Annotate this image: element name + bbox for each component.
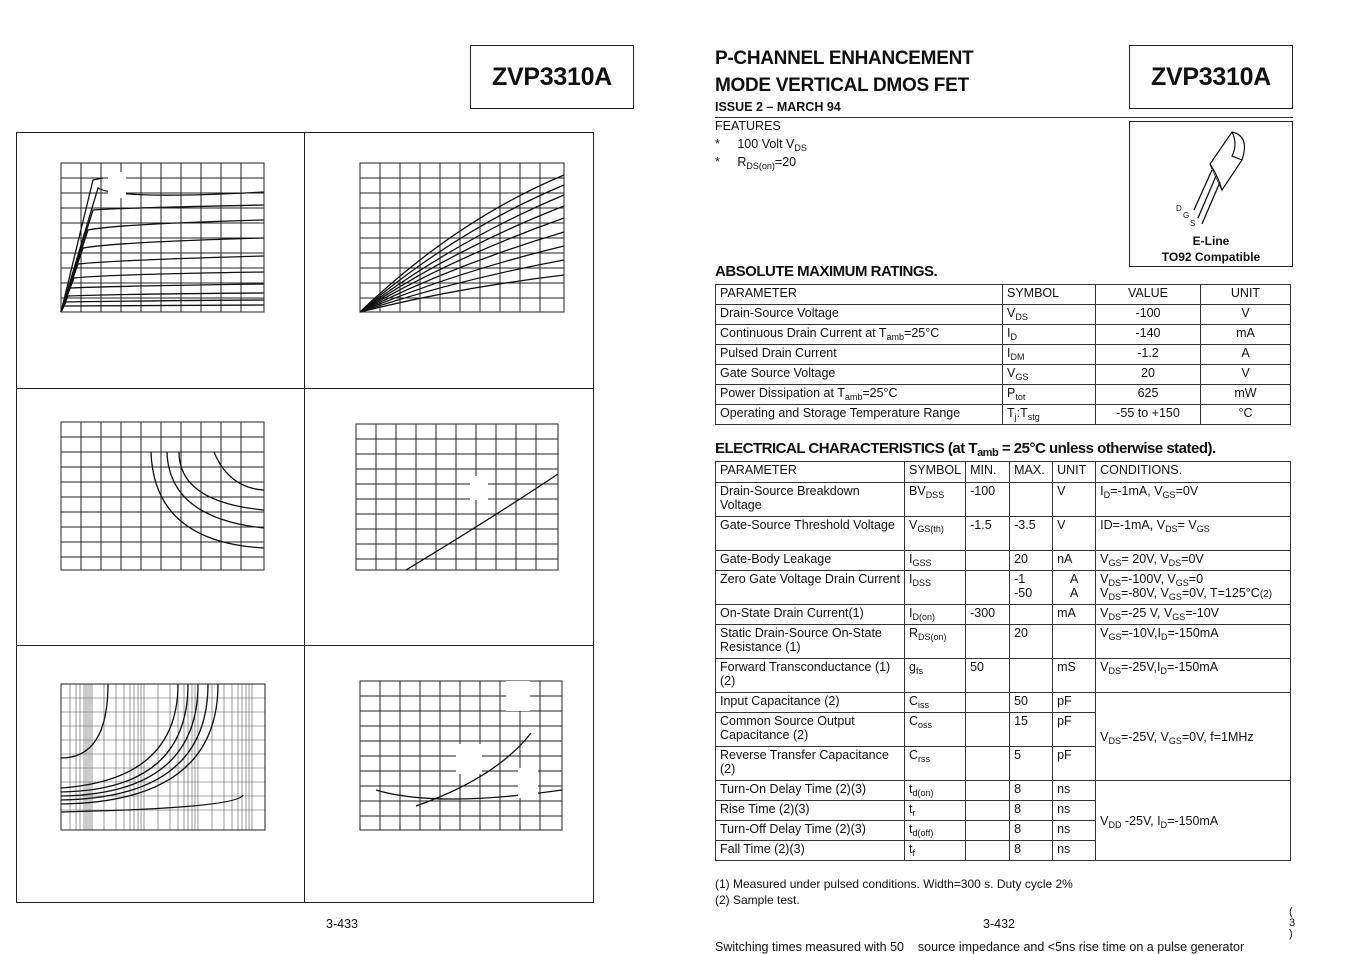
cell-min: -100 bbox=[966, 483, 1010, 517]
cell-max: -1 -50 bbox=[1010, 571, 1053, 605]
cell-conditions: $V_{DS}=-25V,I_D=-150mA$ bbox=[1096, 659, 1291, 693]
features-label: FEATURES bbox=[715, 119, 781, 133]
cell-symbol: $I_{D(on)}$ bbox=[905, 605, 966, 625]
side-mark: ( 3 ) bbox=[1289, 906, 1296, 940]
feature-2 bbox=[715, 155, 796, 169]
abs-max-heading: ABSOLUTE MAXIMUM RATINGS. bbox=[715, 263, 938, 280]
cell-parameter: Power Dissipation at $T_{amb}=25^\circ C$ bbox=[716, 385, 1003, 405]
table-row bbox=[716, 605, 1291, 625]
cell-parameter: Reverse Transfer Capacitance (2) bbox=[716, 747, 905, 781]
col-min: MIN. bbox=[966, 462, 1010, 483]
cell-conditions: $I_D=-1mA$, $V_{GS}=0V$ bbox=[1096, 483, 1291, 517]
cell-max: 8 bbox=[1010, 821, 1053, 841]
cell-value: -55 to +150 bbox=[1096, 405, 1201, 425]
col-unit: UNIT bbox=[1053, 462, 1096, 483]
table-header-row bbox=[716, 462, 1291, 483]
cell-parameter: Zero Gate Voltage Drain Current bbox=[716, 571, 905, 605]
cell-parameter: Pulsed Drain Current bbox=[716, 345, 1003, 365]
cell-conditions: $V_{DS}=-100V$, $V_{GS}=0$ $V_{DS}=-80V$, $V_{GS}=0V$, T=125°C(2) bbox=[1096, 571, 1291, 605]
cell-unit: ns bbox=[1053, 781, 1096, 801]
cell-max: 8 bbox=[1010, 841, 1053, 861]
cell-symbol: $C_{iss}$ bbox=[905, 693, 966, 713]
cell-max: 5 bbox=[1010, 747, 1053, 781]
cell-unit: pF bbox=[1053, 713, 1096, 747]
cell-max: 20 bbox=[1010, 551, 1053, 571]
left-page-number: 3-433 bbox=[326, 917, 358, 931]
cell-min: -300 bbox=[966, 605, 1010, 625]
pin-g: G bbox=[1183, 211, 1190, 220]
cell-parameter: Turn-On Delay Time (2)(3) bbox=[716, 781, 905, 801]
table-header-row bbox=[716, 285, 1291, 305]
cell-max: 20 bbox=[1010, 625, 1053, 659]
cell-symbol: $V_{GS}$ bbox=[1003, 365, 1096, 385]
cell-value: 625 bbox=[1096, 385, 1201, 405]
cell-min bbox=[966, 571, 1010, 605]
cell-conditions-capacitance: $V_{DS}=-25V$, $V_{GS}=0V$, f=1MHz bbox=[1096, 693, 1291, 781]
cell-parameter: Rise Time (2)(3) bbox=[716, 801, 905, 821]
cell-min bbox=[966, 713, 1010, 747]
feature-sub: DS bbox=[794, 143, 807, 153]
table-row bbox=[716, 659, 1291, 693]
pin-d: D bbox=[1176, 204, 1182, 213]
cell-value: -140 bbox=[1096, 325, 1201, 345]
table-row bbox=[716, 385, 1291, 405]
cell-unit: V bbox=[1053, 483, 1096, 517]
feature-bullet: * bbox=[715, 137, 720, 151]
feature-sub: DS(on) bbox=[746, 161, 775, 171]
left-part-number: ZVP3310A bbox=[492, 62, 612, 91]
cell-parameter: On-State Drain Current(1) bbox=[716, 605, 905, 625]
note-2: (2) Sample test. bbox=[715, 893, 800, 907]
right-part-number: ZVP3310A bbox=[1151, 62, 1271, 91]
cell-unit: mW bbox=[1201, 385, 1291, 405]
note-1: (1) Measured under pulsed conditions. Width=300 s. Duty cycle 2% bbox=[715, 877, 1073, 891]
pin-s: S bbox=[1190, 219, 1196, 228]
table-row bbox=[716, 365, 1291, 385]
bottom-switching-note: Switching times measured with 50 source impedance and <5ns rise time on a pulse generator bbox=[715, 940, 1245, 954]
issue-rule bbox=[715, 117, 1293, 118]
col-symbol: SYMBOL bbox=[1003, 285, 1096, 305]
cell-symbol: $g_{fs}$ bbox=[905, 659, 966, 693]
cell-conditions-switching: $V_{DD}$ -25V, $I_D=-150mA$ bbox=[1096, 781, 1291, 861]
cell-unit: V bbox=[1201, 305, 1291, 325]
cell-parameter: Continuous Drain Current at $T_{amb}=25^\circ C$ bbox=[716, 325, 1003, 345]
cell-symbol: $t_r$ bbox=[905, 801, 966, 821]
table-row bbox=[716, 325, 1291, 345]
cell-symbol: $V_{GS(th)}$ bbox=[905, 517, 966, 551]
graph-output-characteristics bbox=[58, 160, 268, 315]
cell-parameter: Gate Source Voltage bbox=[716, 365, 1003, 385]
cell-unit bbox=[1053, 625, 1096, 659]
cell-min bbox=[966, 693, 1010, 713]
feature-text: R bbox=[737, 155, 747, 169]
col-conditions: CONDITIONS. bbox=[1096, 462, 1291, 483]
cell-unit: ns bbox=[1053, 801, 1096, 821]
cell-symbol: $I_D$ bbox=[1003, 325, 1096, 345]
feature-after: =20 bbox=[774, 155, 797, 169]
cell-min: 50 bbox=[966, 659, 1010, 693]
electrical-table bbox=[715, 461, 1291, 861]
cell-parameter: Input Capacitance (2) bbox=[716, 693, 905, 713]
feature-bullet: * bbox=[715, 155, 720, 169]
cell-unit: °C bbox=[1201, 405, 1291, 425]
left-part-number-box bbox=[470, 45, 634, 109]
table-row bbox=[716, 571, 1291, 605]
package-box bbox=[1129, 121, 1293, 267]
device-title-line1: P-CHANNEL ENHANCEMENT bbox=[715, 48, 974, 69]
cell-value: -100 bbox=[1096, 305, 1201, 325]
col-symbol: SYMBOL bbox=[905, 462, 966, 483]
cell-min: -1.5 bbox=[966, 517, 1010, 551]
col-parameter: PARAMETER bbox=[716, 462, 905, 483]
cell-max bbox=[1010, 659, 1053, 693]
col-unit: UNIT bbox=[1201, 285, 1291, 305]
cell-parameter: Gate-Body Leakage bbox=[716, 551, 905, 571]
col-parameter: PARAMETER bbox=[716, 285, 1003, 305]
feature-1 bbox=[715, 137, 807, 151]
cell-unit: pF bbox=[1053, 693, 1096, 713]
cell-value: 20 bbox=[1096, 365, 1201, 385]
right-page-number: 3-432 bbox=[983, 917, 1015, 931]
table-row bbox=[716, 405, 1291, 425]
cell-min bbox=[966, 747, 1010, 781]
cell-symbol: $C_{oss}$ bbox=[905, 713, 966, 747]
cell-parameter: Operating and Storage Temperature Range bbox=[716, 405, 1003, 425]
cell-min bbox=[966, 551, 1010, 571]
cell-parameter: Fall Time (2)(3) bbox=[716, 841, 905, 861]
cell-min bbox=[966, 625, 1010, 659]
cell-min bbox=[966, 841, 1010, 861]
graphs-hdivider-2 bbox=[16, 645, 594, 646]
table-row bbox=[716, 693, 1291, 713]
table-row bbox=[716, 517, 1291, 551]
cell-unit: V bbox=[1201, 365, 1291, 385]
cell-symbol: $P_{tot}$ bbox=[1003, 385, 1096, 405]
cell-unit: mA bbox=[1201, 325, 1291, 345]
cell-value: -1.2 bbox=[1096, 345, 1201, 365]
issue-line: ISSUE 2 – MARCH 94 bbox=[715, 100, 841, 114]
cell-symbol: $I_{DM}$ bbox=[1003, 345, 1096, 365]
cell-unit: V bbox=[1053, 517, 1096, 551]
cell-min bbox=[966, 781, 1010, 801]
col-value: VALUE bbox=[1096, 285, 1201, 305]
col-max: MAX. bbox=[1010, 462, 1053, 483]
cell-parameter: Drain-Source Voltage bbox=[716, 305, 1003, 325]
cell-symbol: $V_{DS}$ bbox=[1003, 305, 1096, 325]
graphs-hdivider-1 bbox=[16, 388, 594, 389]
table-row bbox=[716, 483, 1291, 517]
graph-capacitance bbox=[58, 680, 268, 832]
cell-conditions: ID=-1mA, $V_{DS}= V_{GS}$ bbox=[1096, 517, 1291, 551]
cell-parameter: Static Drain-Source On-State Resistance (1) bbox=[716, 625, 905, 659]
cell-symbol: $t_{d(on)}$ bbox=[905, 781, 966, 801]
cell-parameter: Gate-Source Threshold Voltage bbox=[716, 517, 905, 551]
cell-conditions: $V_{GS}=-10V,I_D=-150mA$ bbox=[1096, 625, 1291, 659]
cell-unit: A A bbox=[1053, 571, 1096, 605]
device-title-line2: MODE VERTICAL DMOS FET bbox=[715, 75, 969, 96]
right-part-number-box bbox=[1129, 45, 1293, 109]
cell-parameter: Common Source Output Capacitance (2) bbox=[716, 713, 905, 747]
table-row bbox=[716, 551, 1291, 571]
cell-parameter: Turn-Off Delay Time (2)(3) bbox=[716, 821, 905, 841]
package-compat: TO92 Compatible bbox=[1161, 250, 1261, 264]
graph-temperature-variation bbox=[356, 678, 566, 834]
cell-symbol: $T_j:T_{stg}$ bbox=[1003, 405, 1096, 425]
feature-text: 100 Volt V bbox=[737, 137, 795, 151]
table-row bbox=[716, 781, 1291, 801]
cell-symbol: $R_{DS(on)}$ bbox=[905, 625, 966, 659]
cell-symbol: $t_{d(off)}$ bbox=[905, 821, 966, 841]
package-name: E-Line bbox=[1192, 234, 1230, 248]
cell-max: 8 bbox=[1010, 781, 1053, 801]
cell-conditions: $V_{DS}=-25$ V, $V_{GS}=-10V$ bbox=[1096, 605, 1291, 625]
cell-max: 8 bbox=[1010, 801, 1053, 821]
cell-conditions: $V_{GS}= 20V$, $V_{DS}=0V$ bbox=[1096, 551, 1291, 571]
cell-unit: mS bbox=[1053, 659, 1096, 693]
graph-transfer-characteristic bbox=[352, 418, 562, 574]
elec-heading: ELECTRICAL CHARACTERISTICS (at $T_{amb} = 25^\circ C$ unless otherwise stated). bbox=[715, 440, 1216, 459]
cell-symbol: $I_{GSS}$ bbox=[905, 551, 966, 571]
cell-unit: A bbox=[1201, 345, 1291, 365]
cell-unit: pF bbox=[1053, 747, 1096, 781]
table-row bbox=[716, 305, 1291, 325]
table-row bbox=[716, 345, 1291, 365]
cell-symbol: $t_f$ bbox=[905, 841, 966, 861]
cell-max: 15 bbox=[1010, 713, 1053, 747]
cell-unit: ns bbox=[1053, 821, 1096, 841]
abs-max-table bbox=[715, 284, 1291, 425]
cell-max bbox=[1010, 605, 1053, 625]
device-title bbox=[715, 45, 973, 99]
cell-min bbox=[966, 801, 1010, 821]
graph-on-resistance bbox=[54, 418, 268, 574]
cell-unit: nA bbox=[1053, 551, 1096, 571]
cell-unit: ns bbox=[1053, 841, 1096, 861]
cell-max: -3.5 bbox=[1010, 517, 1053, 551]
cell-parameter: Forward Transconductance (1)(2) bbox=[716, 659, 905, 693]
table-row bbox=[716, 625, 1291, 659]
graph-saturation-characteristics bbox=[356, 160, 568, 315]
cell-symbol: $BV_{DSS}$ bbox=[905, 483, 966, 517]
cell-max bbox=[1010, 483, 1053, 517]
cell-max: 50 bbox=[1010, 693, 1053, 713]
cell-parameter: Drain-Source Breakdown Voltage bbox=[716, 483, 905, 517]
cell-symbol: $C_{rss}$ bbox=[905, 747, 966, 781]
cell-symbol: $I_{DSS}$ bbox=[905, 571, 966, 605]
graphs-vdivider bbox=[304, 132, 305, 903]
cell-unit: mA bbox=[1053, 605, 1096, 625]
cell-min bbox=[966, 821, 1010, 841]
